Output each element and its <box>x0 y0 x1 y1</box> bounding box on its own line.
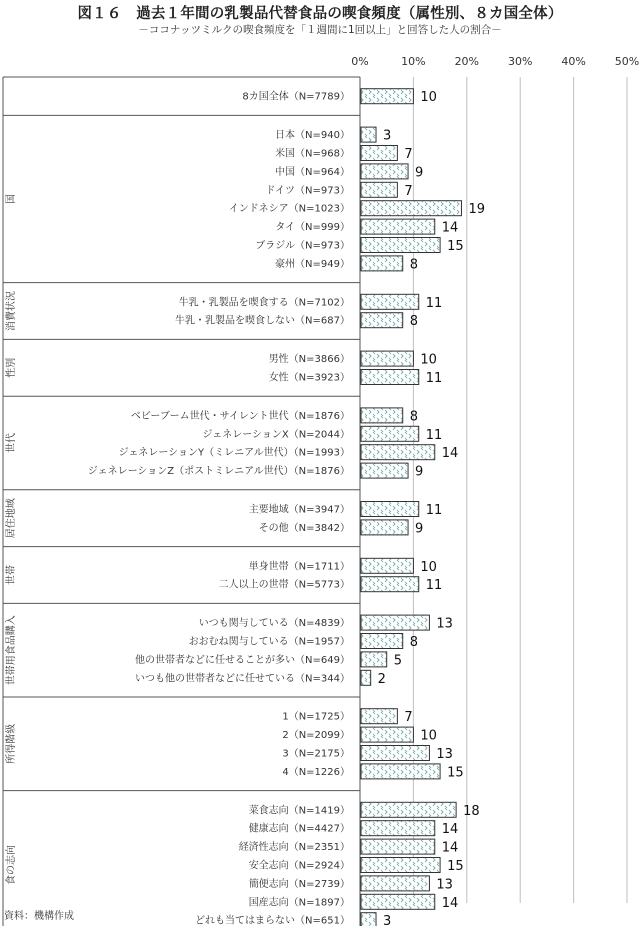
bar <box>361 615 429 630</box>
category-label: 国産志向（N=1897） <box>248 897 350 909</box>
bar <box>361 670 371 685</box>
bar <box>361 463 408 478</box>
bar <box>361 370 419 385</box>
data-label: 15 <box>447 765 464 781</box>
bar <box>361 256 403 271</box>
category-label: ジェネレーションX（N=2044） <box>202 429 350 441</box>
x-tick-label: 20% <box>454 55 480 68</box>
bar <box>361 839 435 854</box>
bar <box>361 634 403 649</box>
bar <box>361 876 429 891</box>
chart-subtitle: －ココナッツミルクの喫食頻度を「１週間に1回以上」と回答した人の割合－ <box>138 24 502 36</box>
bar <box>361 709 397 724</box>
bar <box>361 89 413 104</box>
category-label: インドネシア（N=1023） <box>228 203 350 215</box>
category-label: 3（N=2175） <box>282 748 350 760</box>
x-tick-label: 10% <box>401 55 426 68</box>
bar <box>361 502 419 517</box>
data-label: 14 <box>441 220 459 236</box>
data-label: 7 <box>404 710 413 726</box>
group-label: 性別 <box>6 357 17 378</box>
bar <box>361 802 456 817</box>
category-label: ジェネレーションY（ミレニアル世代）（N=1993） <box>118 447 350 459</box>
bar <box>361 127 376 142</box>
data-label: 11 <box>425 427 443 443</box>
category-label: 日本（N=940） <box>275 130 350 142</box>
data-label: 9 <box>415 165 424 181</box>
category-label: 牛乳・乳製品を喫食しない（N=687） <box>175 315 350 327</box>
category-label: いつも他の世帯者などに任せている（N=344） <box>135 673 350 685</box>
group-label: 所得階級 <box>6 723 17 764</box>
data-label: 10 <box>420 728 437 744</box>
data-label: 15 <box>447 859 464 874</box>
bar <box>361 408 403 423</box>
data-label: 9 <box>415 521 424 537</box>
category-label: 主要地域（N=3947） <box>248 504 350 516</box>
bar <box>361 182 397 197</box>
data-label: 13 <box>436 877 453 893</box>
bar <box>361 426 419 441</box>
category-label: どれも当てはまらない（N=651） <box>195 915 350 926</box>
bar <box>361 746 429 761</box>
category-label: 単身世帯（N=1711） <box>248 561 350 573</box>
category-label: 男性（N=3866） <box>268 354 350 366</box>
data-label: 18 <box>463 803 480 819</box>
category-label: 他の世帯者などに任せることが多い（N=649） <box>135 654 350 666</box>
category-label: 簡便志向（N=2739） <box>248 878 350 890</box>
bar <box>361 858 440 873</box>
bar <box>361 238 440 253</box>
data-label: 19 <box>468 202 486 218</box>
bar <box>361 577 419 592</box>
category-label: 4（N=1226） <box>282 766 350 778</box>
category-label: 経済性志向（N=2351） <box>238 842 350 854</box>
x-tick-label: 0% <box>351 55 369 68</box>
data-label: 2 <box>377 671 386 687</box>
bar <box>361 764 440 779</box>
category-label: 安全志向（N=2924） <box>248 860 350 872</box>
group-label: 世代 <box>6 433 17 453</box>
category-label: 米国（N=968） <box>275 148 350 160</box>
x-tick-label: 50% <box>614 55 640 68</box>
category-label: タイ（N=999） <box>275 222 350 234</box>
data-label: 5 <box>393 653 402 669</box>
bar <box>361 821 435 836</box>
bar <box>361 219 435 234</box>
group-label: 国 <box>6 194 17 204</box>
category-label: 1（N=1725） <box>282 711 350 723</box>
data-label: 11 <box>425 371 443 386</box>
category-label: 健康志向（N=4427） <box>248 823 350 835</box>
bar <box>361 201 461 216</box>
category-label: その他（N=3842） <box>258 522 350 534</box>
category-label: ブラジル（N=973） <box>255 240 350 252</box>
bar <box>361 164 408 179</box>
x-tick-label: 40% <box>561 55 586 68</box>
data-label: 11 <box>425 578 443 594</box>
data-label: 11 <box>425 295 443 311</box>
data-label: 10 <box>420 90 437 106</box>
group-label: 食の志向 <box>6 845 17 885</box>
category-label: おおむね関与している（N=1957） <box>188 636 350 648</box>
data-label: 8 <box>409 409 419 425</box>
data-label: 8 <box>409 314 419 330</box>
category-label: いつも関与している（N=4839） <box>198 618 350 630</box>
category-label: 女性（N=3923） <box>268 372 350 384</box>
bar <box>361 894 435 909</box>
bar <box>361 727 413 742</box>
data-label: 13 <box>436 616 453 632</box>
group-label: 世帯 <box>6 565 17 585</box>
category-label: 中国（N=964） <box>275 166 350 178</box>
data-label: 13 <box>436 747 453 762</box>
data-label: 9 <box>415 464 424 480</box>
bar <box>361 445 435 460</box>
category-label: 二人以上の世帯（N=5773） <box>218 579 350 591</box>
group-label: 消費状況 <box>6 291 17 331</box>
group-label: 居住地域 <box>6 498 17 539</box>
data-label: 7 <box>404 147 413 162</box>
x-tick-label: 30% <box>507 55 533 68</box>
data-label: 3 <box>383 914 392 926</box>
bar <box>361 558 413 573</box>
bar <box>361 913 376 926</box>
data-label: 8 <box>409 635 419 650</box>
data-label: 14 <box>441 840 459 856</box>
source-note: 資料：機構作成 <box>4 911 74 922</box>
data-label: 11 <box>425 503 443 518</box>
data-label: 14 <box>441 822 459 838</box>
category-label: ジェネレーションZ（ポストミレニアル世代）（N=1876） <box>87 466 350 478</box>
data-label: 10 <box>420 352 437 368</box>
data-label: 14 <box>441 895 459 911</box>
category-label: ドイツ（N=973） <box>265 185 350 197</box>
bar <box>361 520 408 535</box>
bar <box>361 351 413 366</box>
data-label: 14 <box>441 446 459 462</box>
category-label: 豪州（N=949） <box>275 258 350 270</box>
group-label: 世帯用食品購入 <box>6 615 17 686</box>
data-label: 8 <box>409 257 419 273</box>
bar <box>361 652 387 667</box>
bar <box>361 146 397 161</box>
category-label: 8カ国全体（N=7789） <box>242 91 350 103</box>
bar <box>361 313 403 328</box>
category-label: 2（N=2099） <box>282 730 350 742</box>
data-label: 3 <box>383 128 392 144</box>
data-label: 7 <box>404 183 413 199</box>
data-label: 10 <box>420 559 437 575</box>
bar <box>361 294 419 309</box>
category-label: 牛乳・乳製品を喫食する（N=7102） <box>178 297 350 309</box>
category-label: 菜食志向（N=1419） <box>248 805 350 817</box>
data-label: 15 <box>447 239 464 254</box>
chart-title: 図１６ 過去１年間の乳製品代替食品の喫食頻度（属性別、８カ国全体） <box>77 6 563 22</box>
category-label: ベビーブーム世代・サイレント世代（N=1876） <box>130 410 350 422</box>
